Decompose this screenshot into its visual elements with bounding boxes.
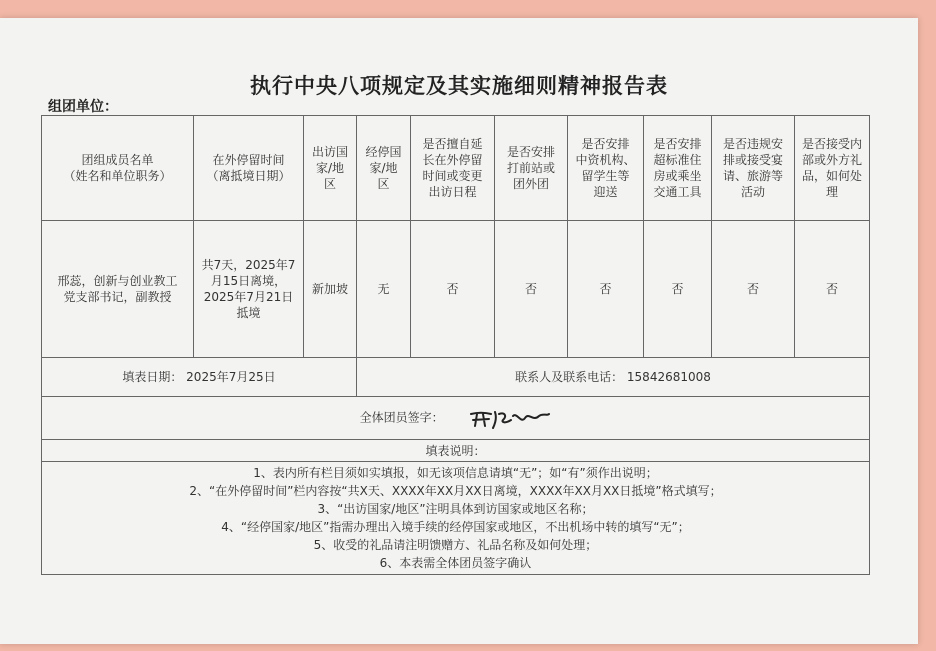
notes-row	[42, 462, 870, 575]
header-cell: 是否安排 中资机构、 留学生等 迎送	[568, 116, 644, 221]
notes-cell	[42, 462, 870, 575]
header-cell: 在外停留时间 （离抵境日期）	[194, 116, 304, 221]
handwritten-signature	[467, 404, 551, 432]
member-cell: 邢蕊，创新与创业教工 党支部书记，副教授	[42, 221, 194, 358]
member-row	[42, 221, 870, 358]
note-item: 3、“出访国家/地区”注明具体到访国家或地区名称；	[317, 502, 594, 516]
date-contact-row	[42, 358, 870, 397]
header-cell: 经停国 家/地 区	[357, 116, 411, 221]
header-cell: 团组成员名单 （姓名和单位职务）	[42, 116, 194, 221]
notes-title-row	[42, 440, 870, 462]
header-cell: 是否擅自延 长在外停留 时间或变更 出访日程	[411, 116, 495, 221]
header-cell: 是否接受内 部或外方礼 品，如何处 理	[795, 116, 870, 221]
visit-country-cell: 新加坡	[304, 221, 357, 358]
fill-date: 填表日期： 2025年7月25日	[42, 358, 357, 397]
report-form-paper	[0, 18, 918, 644]
contact-info: 联系人及联系电话： 15842681008	[357, 358, 870, 397]
header-cell: 是否违规安 排或接受宴 请、旅游等 活动	[712, 116, 795, 221]
note-item: 4、“经停国家/地区”指需办理出入境手续的经停国家或地区，不出机场中转的填写“无”；	[221, 520, 690, 534]
report-table	[41, 115, 870, 575]
stay-time-cell: 共7天，2025年7 月15日离境， 2025年7月21日 抵境	[194, 221, 304, 358]
transit-country-cell: 无	[357, 221, 411, 358]
notes-title: 填表说明：	[42, 440, 870, 462]
note-item: 6、本表需全体团员签字确认	[379, 556, 532, 570]
reception-cell: 否	[568, 221, 644, 358]
luxury-lodging-cell: 否	[644, 221, 712, 358]
signature-row	[42, 397, 870, 440]
advance-team-cell: 否	[495, 221, 568, 358]
header-row	[42, 116, 870, 221]
extend-stay-cell: 否	[411, 221, 495, 358]
signature-label: 全体团员签字：	[359, 410, 444, 425]
header-cell: 是否安排 超标准住 房或乘坐 交通工具	[644, 116, 712, 221]
header-cell: 出访国 家/地 区	[304, 116, 357, 221]
signature-cell	[42, 397, 870, 440]
header-cell: 是否安排 打前站或 团外团	[495, 116, 568, 221]
organizing-unit-label: 组团单位：	[48, 99, 118, 115]
note-item: 1、表内所有栏目须如实填报，如无该项信息请填“无”；如“有”须作出说明；	[253, 466, 658, 480]
note-item: 5、收受的礼品请注明馈赠方、礼品名称及如何处理；	[313, 538, 598, 552]
note-item: 2、“在外停留时间”栏内容按“共X天、XXXX年XX月XX日离境，XXXX年XX月XX日抵境”格式填写；	[189, 484, 722, 498]
gifts-cell: 否	[795, 221, 870, 358]
banquet-travel-cell: 否	[712, 221, 795, 358]
form-title: 执行中央八项规定及其实施细则精神报告表	[250, 74, 668, 98]
